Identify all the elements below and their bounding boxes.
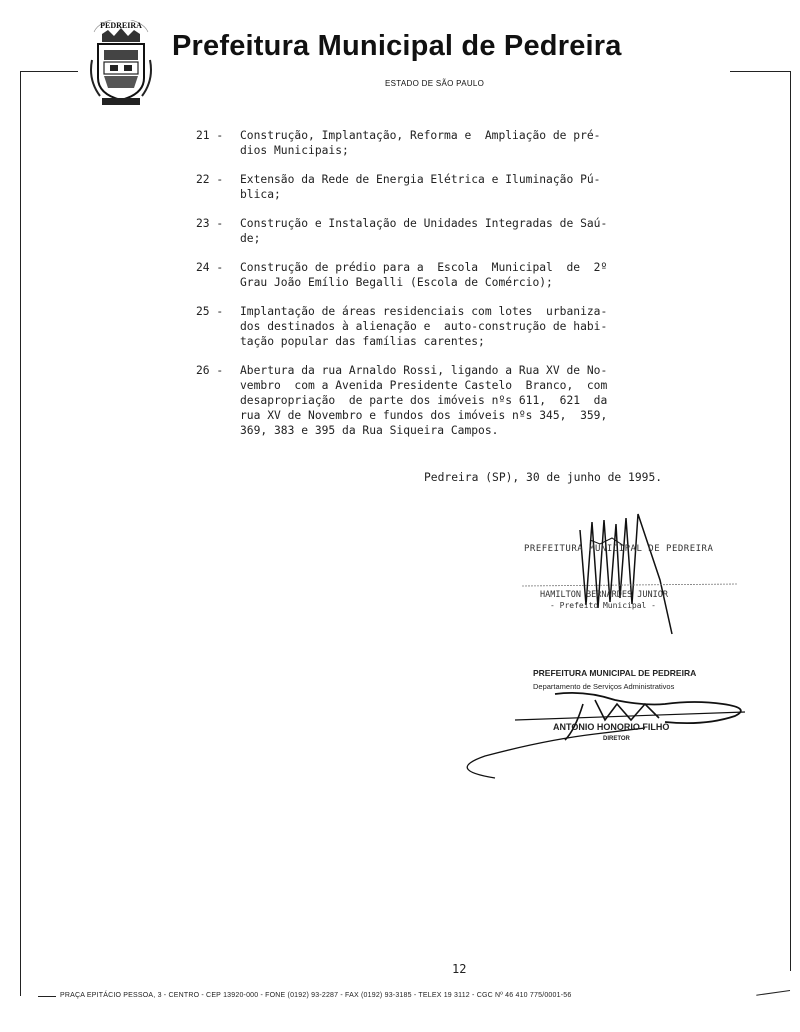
director-role: DIRETOR	[603, 736, 630, 742]
mayor-stamp	[520, 510, 750, 640]
item-text-line: vembro com a Avenida Presidente Castelo Branco, com	[240, 379, 608, 392]
director-stamp-line1: PREFEITURA MUNICIPAL DE PEDREIRA	[533, 668, 697, 678]
list-item	[196, 172, 756, 202]
item-text-line: Grau João Emílio Begalli (Escola de Comércio);	[240, 276, 553, 289]
frame-line-bottom-right	[756, 990, 790, 996]
dateline: Pedreira (SP), 30 de junho de 1995.	[424, 471, 663, 484]
list-item	[196, 304, 756, 349]
item-text-line: Extensão da Rede de Energia Elétrica e Iluminação Pú-	[240, 173, 601, 186]
mayor-signature-icon	[520, 510, 750, 640]
item-number: 21 -	[196, 129, 224, 142]
mayor-stamp-line1: PREFEITURA MUNICIPAL DE PEDREIRA	[524, 544, 714, 554]
frame-line-left	[20, 71, 21, 996]
item-text-line: Abertura da rua Arnaldo Rossi, ligando a Rua XV de No-	[240, 364, 608, 377]
item-number: 26 -	[196, 364, 224, 377]
item-number: 25 -	[196, 305, 224, 318]
list-item	[196, 260, 756, 290]
page-subtitle: ESTADO DE SÃO PAULO	[385, 79, 485, 88]
item-text-line: Construção de prédio para a Escola Municipal de 2º	[240, 261, 608, 274]
list-item	[196, 363, 756, 438]
item-text-line: Construção e Instalação de Unidades Integradas de Saú-	[240, 217, 608, 230]
item-number: 22 -	[196, 173, 224, 186]
frame-line-top-left	[20, 71, 78, 72]
item-list	[196, 128, 756, 452]
mayor-role: - Prefeito Municipal -	[550, 601, 656, 610]
frame-line-right	[790, 71, 791, 971]
list-item	[196, 128, 756, 158]
item-text-line: blica;	[240, 188, 281, 201]
page-title: Prefeitura Municipal de Pedreira	[172, 30, 622, 62]
page-number: 12	[452, 962, 467, 976]
list-item	[196, 216, 756, 246]
item-text-line: desapropriação de parte dos imóveis nºs 611, 621 da	[240, 394, 608, 407]
frame-line-top-right	[730, 71, 790, 72]
item-text-line: dos destinados à alienação e auto-construção de habi-	[240, 320, 608, 333]
item-number: 23 -	[196, 217, 224, 230]
item-text-line: 369, 383 e 395 da Rua Siqueira Campos.	[240, 424, 499, 437]
footer-address: PRAÇA EPITÁCIO PESSOA, 3 - CENTRO - CEP 13920-000 - FONE (0192) 93-2287 - FAX (0192) 93-3185 - TELEX 19 3112 - CGC Nº 46 410 775/0001-56	[60, 992, 572, 999]
item-text-line: tação popular das famílias carentes;	[240, 335, 485, 348]
director-name: ANTONIO HONORIO FILHO	[553, 722, 670, 732]
item-text-line: de;	[240, 232, 261, 245]
svg-text:PEDREIRA: PEDREIRA	[100, 21, 142, 30]
item-number: 24 -	[196, 261, 224, 274]
director-stamp	[455, 660, 765, 790]
item-text-line: rua XV de Novembro e fundos dos imóveis nºs 345, 359,	[240, 409, 608, 422]
frame-line-bottom-left	[38, 996, 56, 997]
municipal-crest-icon	[88, 20, 154, 106]
mayor-name: HAMILTON BERNARDES JUNIOR	[540, 590, 668, 600]
item-text-line: Implantação de áreas residenciais com lotes urbaniza-	[240, 305, 608, 318]
item-text-line: dios Municipais;	[240, 144, 349, 157]
item-text-line: Construção, Implantação, Reforma e Ampliação de pré-	[240, 129, 601, 142]
director-stamp-line2: Departamento de Serviços Administrativos	[533, 682, 675, 691]
